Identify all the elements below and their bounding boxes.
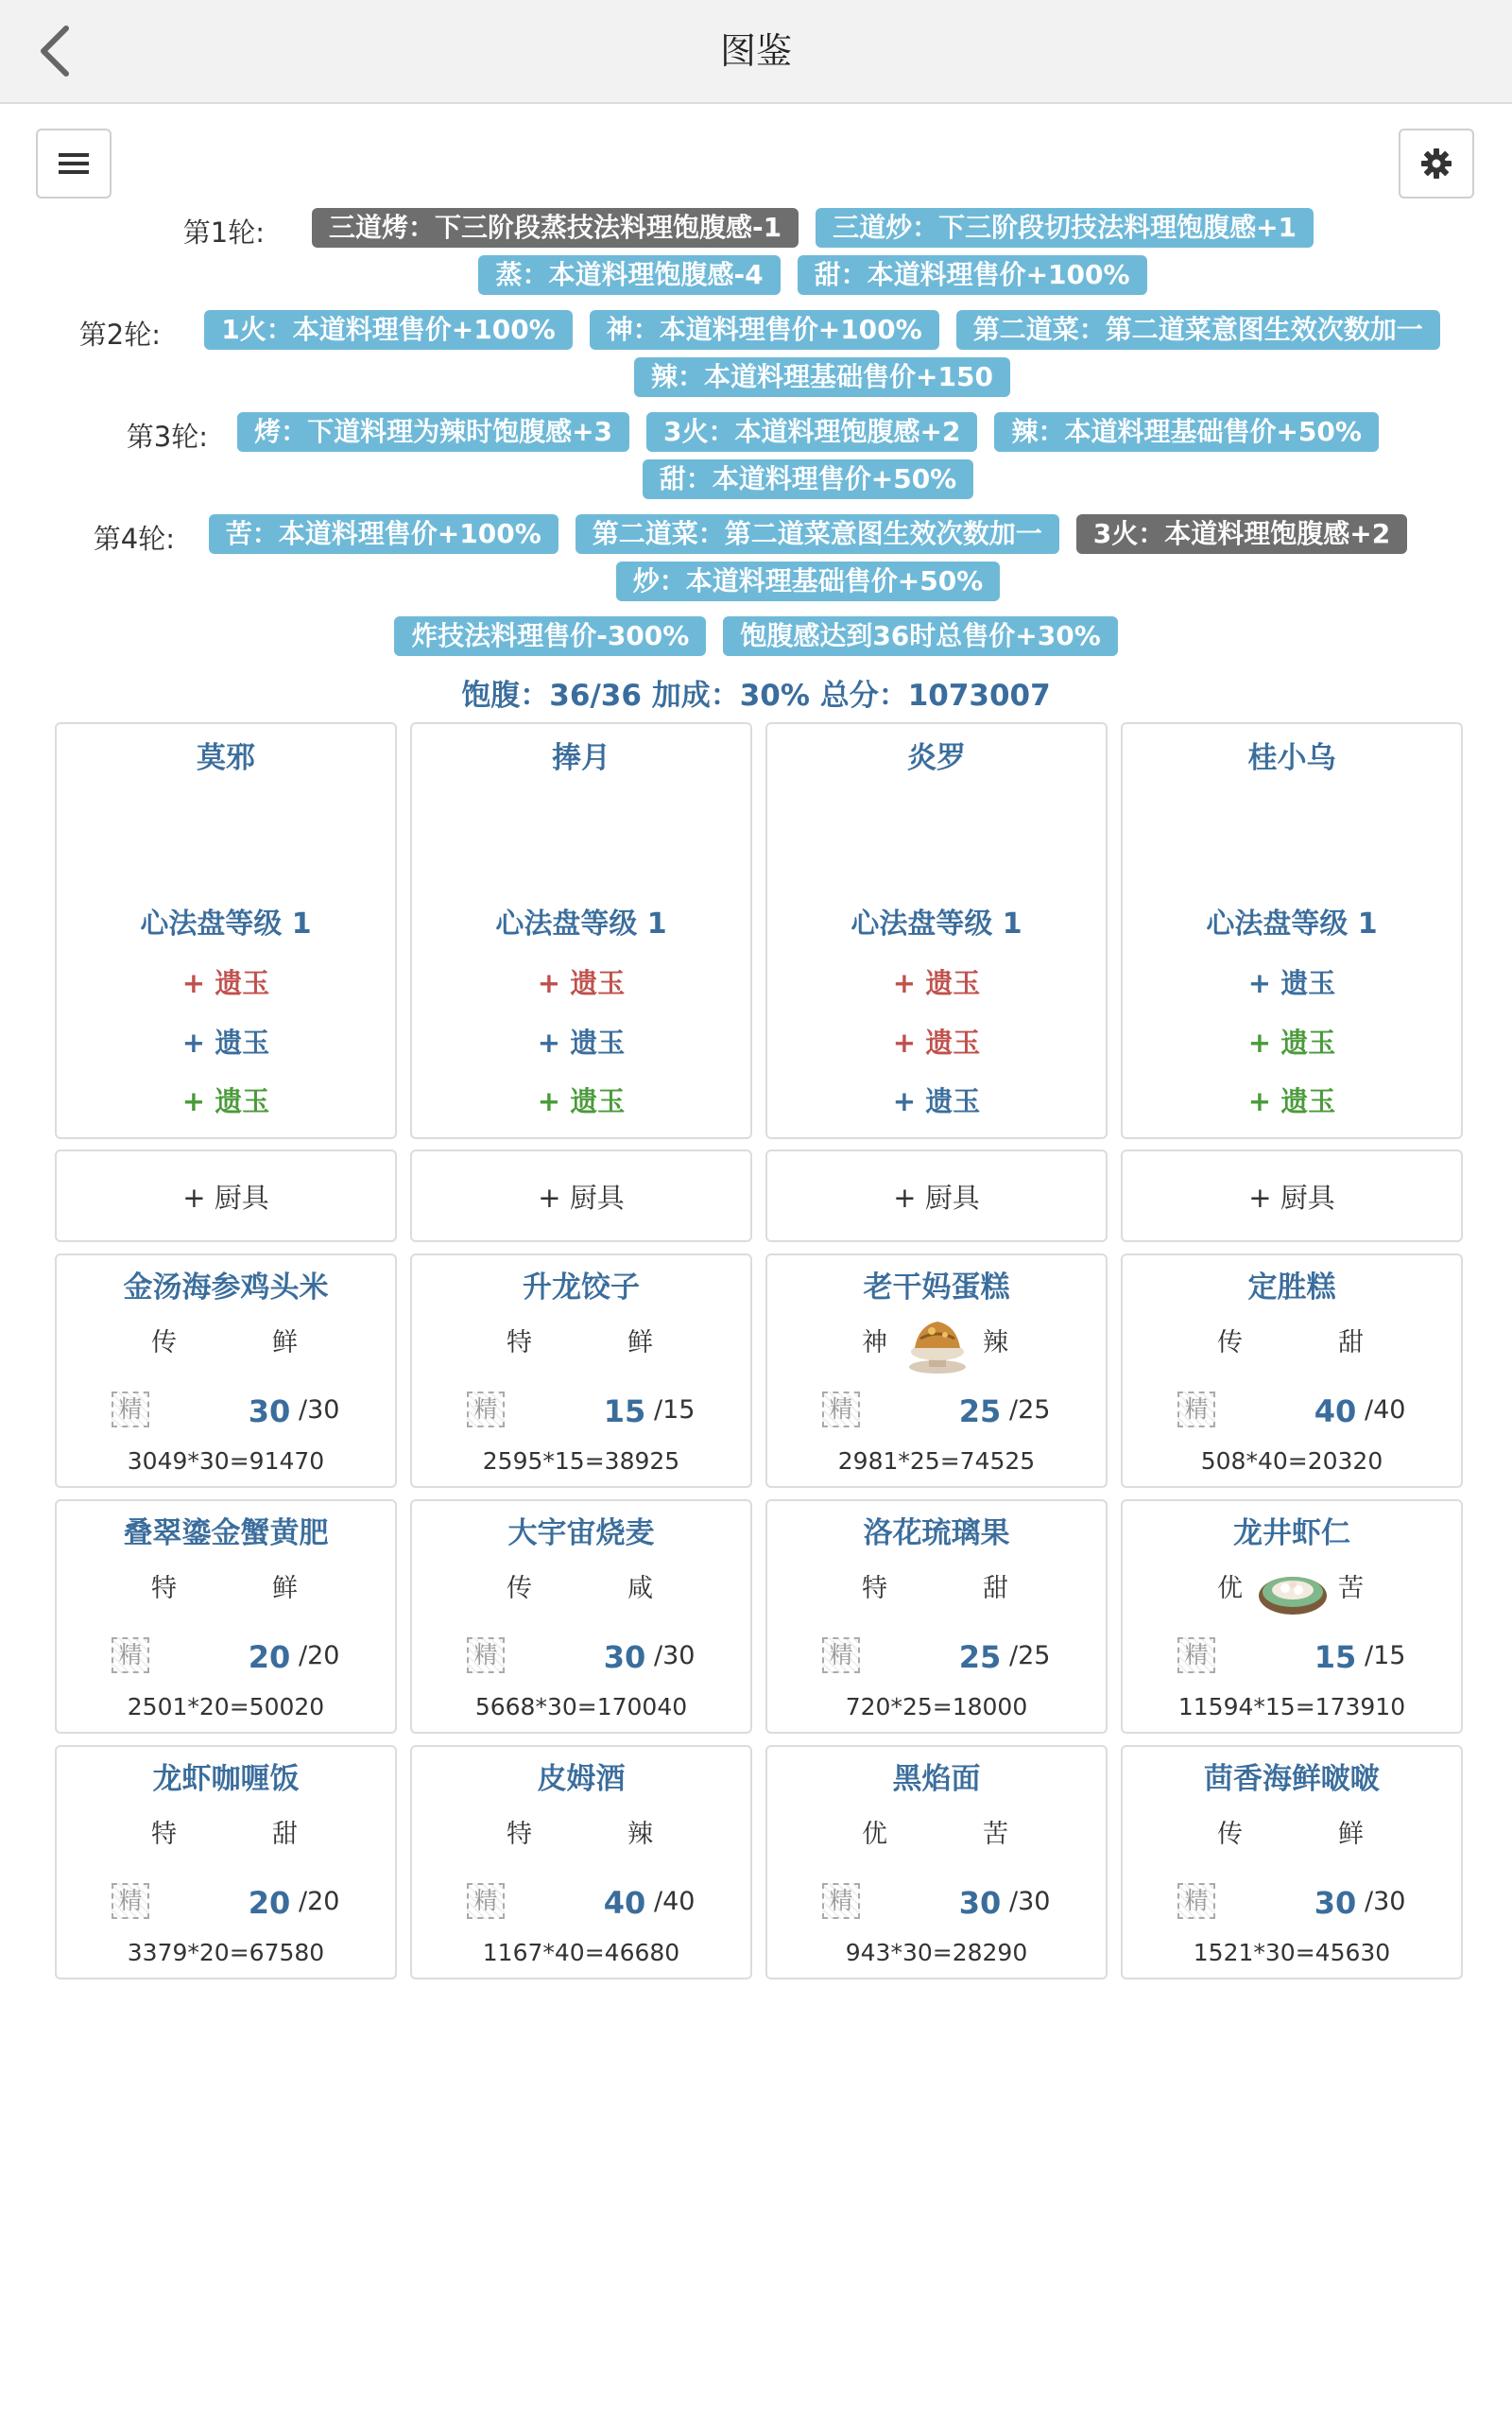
dish-max: /20 xyxy=(299,1641,340,1670)
add-tool-button[interactable]: + 厨具 xyxy=(55,1150,397,1242)
dish-grade: 特 xyxy=(862,1574,887,1603)
round-label: 第4轮: xyxy=(93,523,175,555)
dish-card[interactable] xyxy=(1121,1253,1463,1488)
score-summary: 饱腹：36/36 加成：30% 总分：1073007 xyxy=(461,679,1051,713)
dish-card[interactable] xyxy=(1121,1499,1463,1734)
dish-formula: 720*25=18000 xyxy=(845,1693,1028,1720)
dish-formula: 508*40=20320 xyxy=(1200,1447,1383,1475)
round-1 xyxy=(0,208,1512,302)
round-tags xyxy=(208,412,1408,507)
effect-tag[interactable]: 3火：本道料理饱腹感+2 xyxy=(1076,514,1407,554)
dish-name: 金汤海参鸡头米 xyxy=(123,1270,329,1305)
dish-max: /30 xyxy=(654,1641,696,1670)
dish-card[interactable] xyxy=(765,1499,1108,1734)
dish-grade: 传 xyxy=(1217,1820,1243,1849)
effect-tag[interactable]: 甜：本道料理售价+50% xyxy=(643,459,973,499)
chef-card[interactable] xyxy=(1121,722,1463,1139)
dish-formula: 2981*25=74525 xyxy=(837,1447,1036,1475)
dish-name: 升龙饺子 xyxy=(523,1270,640,1305)
shrimp-dish-icon xyxy=(1255,1550,1331,1626)
top-bar xyxy=(0,0,1512,104)
dish-grade: 传 xyxy=(507,1574,532,1603)
dish-count[interactable]: 15 xyxy=(603,1393,646,1429)
effect-tag[interactable]: 第二道菜：第二道菜意图生效次数加一 xyxy=(576,514,1059,554)
chef-name: 炎罗 xyxy=(907,741,966,775)
dish-taste: 甜 xyxy=(1338,1328,1364,1357)
dish-count[interactable]: 20 xyxy=(248,1885,291,1921)
dish-card[interactable] xyxy=(765,1745,1108,1979)
chef-card[interactable] xyxy=(765,722,1108,1139)
dish-max: /30 xyxy=(299,1395,340,1425)
dish-name: 定胜糕 xyxy=(1247,1270,1336,1305)
effect-tag[interactable]: 辣：本道料理基础售价+50% xyxy=(994,412,1378,452)
dish-max: /25 xyxy=(1009,1641,1051,1670)
dish-name: 皮姆酒 xyxy=(537,1762,626,1796)
dish-max: /15 xyxy=(654,1395,696,1425)
dish-count[interactable]: 25 xyxy=(958,1393,1002,1429)
dish-max: /40 xyxy=(654,1887,696,1916)
dish-max: /15 xyxy=(1365,1641,1406,1670)
settings-button[interactable] xyxy=(1399,129,1474,199)
dish-taste: 甜 xyxy=(272,1820,298,1849)
dish-taste: 苦 xyxy=(983,1820,1008,1849)
chef-level[interactable]: 心法盘等级 1 xyxy=(140,908,312,941)
add-jade-button[interactable]: + 遗玉 xyxy=(1247,967,1336,999)
dish-formula: 5668*30=170040 xyxy=(474,1693,688,1720)
add-jade-button[interactable]: + 遗玉 xyxy=(1247,1085,1336,1117)
refine-icon[interactable]: 精 xyxy=(1177,1392,1215,1427)
add-jade-button[interactable]: + 遗玉 xyxy=(537,1085,626,1117)
chef-grid xyxy=(55,722,1463,1139)
dish-name: 老干妈蛋糕 xyxy=(863,1270,1010,1305)
effect-tag[interactable]: 甜：本道料理售价+100% xyxy=(798,255,1147,295)
dish-count[interactable]: 15 xyxy=(1314,1639,1357,1675)
menu-button[interactable] xyxy=(36,129,112,199)
add-jade-button[interactable]: + 遗玉 xyxy=(892,1085,981,1117)
add-jade-button[interactable]: + 遗玉 xyxy=(537,967,626,999)
round-label: 第2轮: xyxy=(78,319,161,351)
add-jade-button[interactable]: + 遗玉 xyxy=(181,1085,270,1117)
refine-icon[interactable]: 精 xyxy=(112,1637,149,1673)
dish-max: /25 xyxy=(1009,1395,1051,1425)
round-4 xyxy=(0,514,1512,609)
dish-name: 大宇宙烧麦 xyxy=(507,1516,655,1550)
dish-taste: 甜 xyxy=(983,1574,1008,1603)
effect-tag[interactable]: 神：本道料理售价+100% xyxy=(590,310,939,350)
refine-icon[interactable]: 精 xyxy=(467,1637,505,1673)
refine-icon[interactable]: 精 xyxy=(467,1883,505,1919)
refine-icon[interactable]: 精 xyxy=(822,1392,860,1427)
add-jade-button[interactable]: + 遗玉 xyxy=(892,1027,981,1059)
dish-formula: 3049*30=91470 xyxy=(127,1447,325,1475)
round-tags xyxy=(161,310,1484,405)
dish-taste: 鲜 xyxy=(627,1328,653,1357)
round-label: 第3轮: xyxy=(126,421,208,453)
dish-grade: 神 xyxy=(862,1328,887,1357)
effect-tag[interactable]: 苦：本道料理售价+100% xyxy=(209,514,558,554)
dish-count[interactable]: 30 xyxy=(1314,1885,1357,1921)
chef-card[interactable] xyxy=(410,722,752,1139)
tool-grid xyxy=(55,1150,1463,1242)
dish-formula: 3379*20=67580 xyxy=(127,1939,325,1966)
dish-card[interactable] xyxy=(410,1499,752,1734)
dish-max: /40 xyxy=(1365,1395,1406,1425)
effect-tag[interactable]: 炒：本道料理基础售价+50% xyxy=(616,562,1000,601)
round-3 xyxy=(0,412,1512,507)
chef-name: 莫邪 xyxy=(197,741,255,775)
round-label: 第1轮: xyxy=(182,216,265,249)
gear-icon xyxy=(1420,147,1452,180)
dish-grade: 传 xyxy=(151,1328,177,1357)
add-tool-button[interactable]: + 厨具 xyxy=(1121,1150,1463,1242)
chef-level[interactable]: 心法盘等级 1 xyxy=(1206,908,1378,941)
dish-max: /30 xyxy=(1009,1887,1051,1916)
round-tags xyxy=(175,514,1441,609)
dish-count[interactable]: 30 xyxy=(248,1393,291,1429)
page-title: 图鉴 xyxy=(719,30,792,72)
dish-card[interactable] xyxy=(55,1745,397,1979)
refine-icon[interactable]: 精 xyxy=(1177,1637,1215,1673)
dish-formula: 2501*20=50020 xyxy=(127,1693,325,1720)
effect-tag[interactable]: 1火：本道料理售价+100% xyxy=(204,310,572,350)
effect-tag[interactable]: 三道烤：下三阶段蒸技法料理饱腹感-1 xyxy=(312,208,799,248)
dish-formula: 11594*15=173910 xyxy=(1177,1693,1406,1720)
dish-card[interactable] xyxy=(55,1499,397,1734)
add-jade-button[interactable]: + 遗玉 xyxy=(892,967,981,999)
dish-count[interactable]: 20 xyxy=(248,1639,291,1675)
dish-count[interactable]: 40 xyxy=(603,1885,646,1921)
dish-count[interactable]: 30 xyxy=(603,1639,646,1675)
dish-formula: 943*30=28290 xyxy=(845,1939,1028,1966)
dish-taste: 苦 xyxy=(1338,1574,1364,1603)
dish-card[interactable] xyxy=(410,1745,752,1979)
dish-name: 洛花琉璃果 xyxy=(863,1516,1010,1550)
refine-icon[interactable]: 精 xyxy=(822,1883,860,1919)
add-jade-button[interactable]: + 遗玉 xyxy=(537,1027,626,1059)
add-tool-button[interactable]: + 厨具 xyxy=(765,1150,1108,1242)
effect-tag[interactable]: 蒸：本道料理饱腹感-4 xyxy=(478,255,780,295)
chef-card[interactable] xyxy=(55,722,397,1139)
effect-tag[interactable]: 3火：本道料理饱腹感+2 xyxy=(646,412,977,452)
dish-name: 茴香海鲜啵啵 xyxy=(1204,1762,1380,1796)
round-2 xyxy=(0,310,1512,405)
dish-grade: 特 xyxy=(151,1820,177,1849)
effect-tag[interactable]: 炸技法料理售价-300% xyxy=(394,616,706,656)
add-jade-button[interactable]: + 遗玉 xyxy=(181,967,270,999)
hamburger-icon xyxy=(59,148,89,179)
dish-grid xyxy=(55,1253,1463,1979)
dish-grade: 优 xyxy=(862,1820,887,1849)
add-jade-button[interactable]: + 遗玉 xyxy=(1247,1027,1336,1059)
dish-grade: 优 xyxy=(1217,1574,1243,1603)
dish-count[interactable]: 30 xyxy=(958,1885,1002,1921)
dish-max: /30 xyxy=(1365,1887,1406,1916)
extra-tags xyxy=(0,616,1512,664)
dish-max: /20 xyxy=(299,1887,340,1916)
dish-taste: 鲜 xyxy=(272,1574,298,1603)
add-tool-button[interactable]: + 厨具 xyxy=(410,1150,752,1242)
round-list xyxy=(0,208,1512,664)
dish-grade: 特 xyxy=(507,1328,532,1357)
refine-icon[interactable]: 精 xyxy=(1177,1883,1215,1919)
chef-level[interactable]: 心法盘等级 1 xyxy=(850,908,1022,941)
add-jade-button[interactable]: + 遗玉 xyxy=(181,1027,270,1059)
effect-tag[interactable]: 三道炒：下三阶段切技法料理饱腹感+1 xyxy=(816,208,1314,248)
refine-icon[interactable]: 精 xyxy=(112,1883,149,1919)
dish-taste: 咸 xyxy=(627,1574,653,1603)
refine-icon[interactable]: 精 xyxy=(112,1392,149,1427)
dish-count[interactable]: 40 xyxy=(1314,1393,1357,1429)
dish-name: 叠翠鎏金蟹黄肥 xyxy=(123,1516,329,1550)
dish-grade: 特 xyxy=(507,1820,532,1849)
effect-tag[interactable]: 烤：下道料理为辣时饱腹感+3 xyxy=(237,412,629,452)
dish-formula: 2595*15=38925 xyxy=(482,1447,680,1475)
dish-taste: 辣 xyxy=(983,1328,1008,1357)
dish-card[interactable] xyxy=(1121,1745,1463,1979)
dish-taste: 鲜 xyxy=(1338,1820,1364,1849)
chef-level[interactable]: 心法盘等级 1 xyxy=(495,908,667,941)
cake-icon xyxy=(900,1305,975,1380)
dish-taste: 鲜 xyxy=(272,1328,298,1357)
dish-name: 龙虾咖喱饭 xyxy=(152,1762,300,1796)
chef-name: 桂小乌 xyxy=(1247,741,1336,775)
refine-icon[interactable]: 精 xyxy=(822,1637,860,1673)
effect-tag[interactable]: 第二道菜：第二道菜意图生效次数加一 xyxy=(956,310,1440,350)
dish-name: 龙井虾仁 xyxy=(1233,1516,1350,1550)
dish-grade: 传 xyxy=(1217,1328,1243,1357)
effect-tag[interactable]: 辣：本道料理基础售价+150 xyxy=(634,357,1010,397)
dish-formula: 1521*30=45630 xyxy=(1193,1939,1391,1966)
dish-card[interactable] xyxy=(765,1253,1108,1488)
dish-formula: 1167*40=46680 xyxy=(482,1939,680,1966)
dish-card[interactable] xyxy=(55,1253,397,1488)
dish-grade: 特 xyxy=(151,1574,177,1603)
effect-tag[interactable]: 饱腹感达到36时总售价+30% xyxy=(723,616,1117,656)
chef-name: 捧月 xyxy=(552,741,610,775)
dish-name: 黑焰面 xyxy=(892,1762,981,1796)
dish-taste: 辣 xyxy=(627,1820,653,1849)
round-tags xyxy=(265,208,1361,302)
dish-card[interactable] xyxy=(410,1253,752,1488)
refine-icon[interactable]: 精 xyxy=(467,1392,505,1427)
dish-count[interactable]: 25 xyxy=(958,1639,1002,1675)
